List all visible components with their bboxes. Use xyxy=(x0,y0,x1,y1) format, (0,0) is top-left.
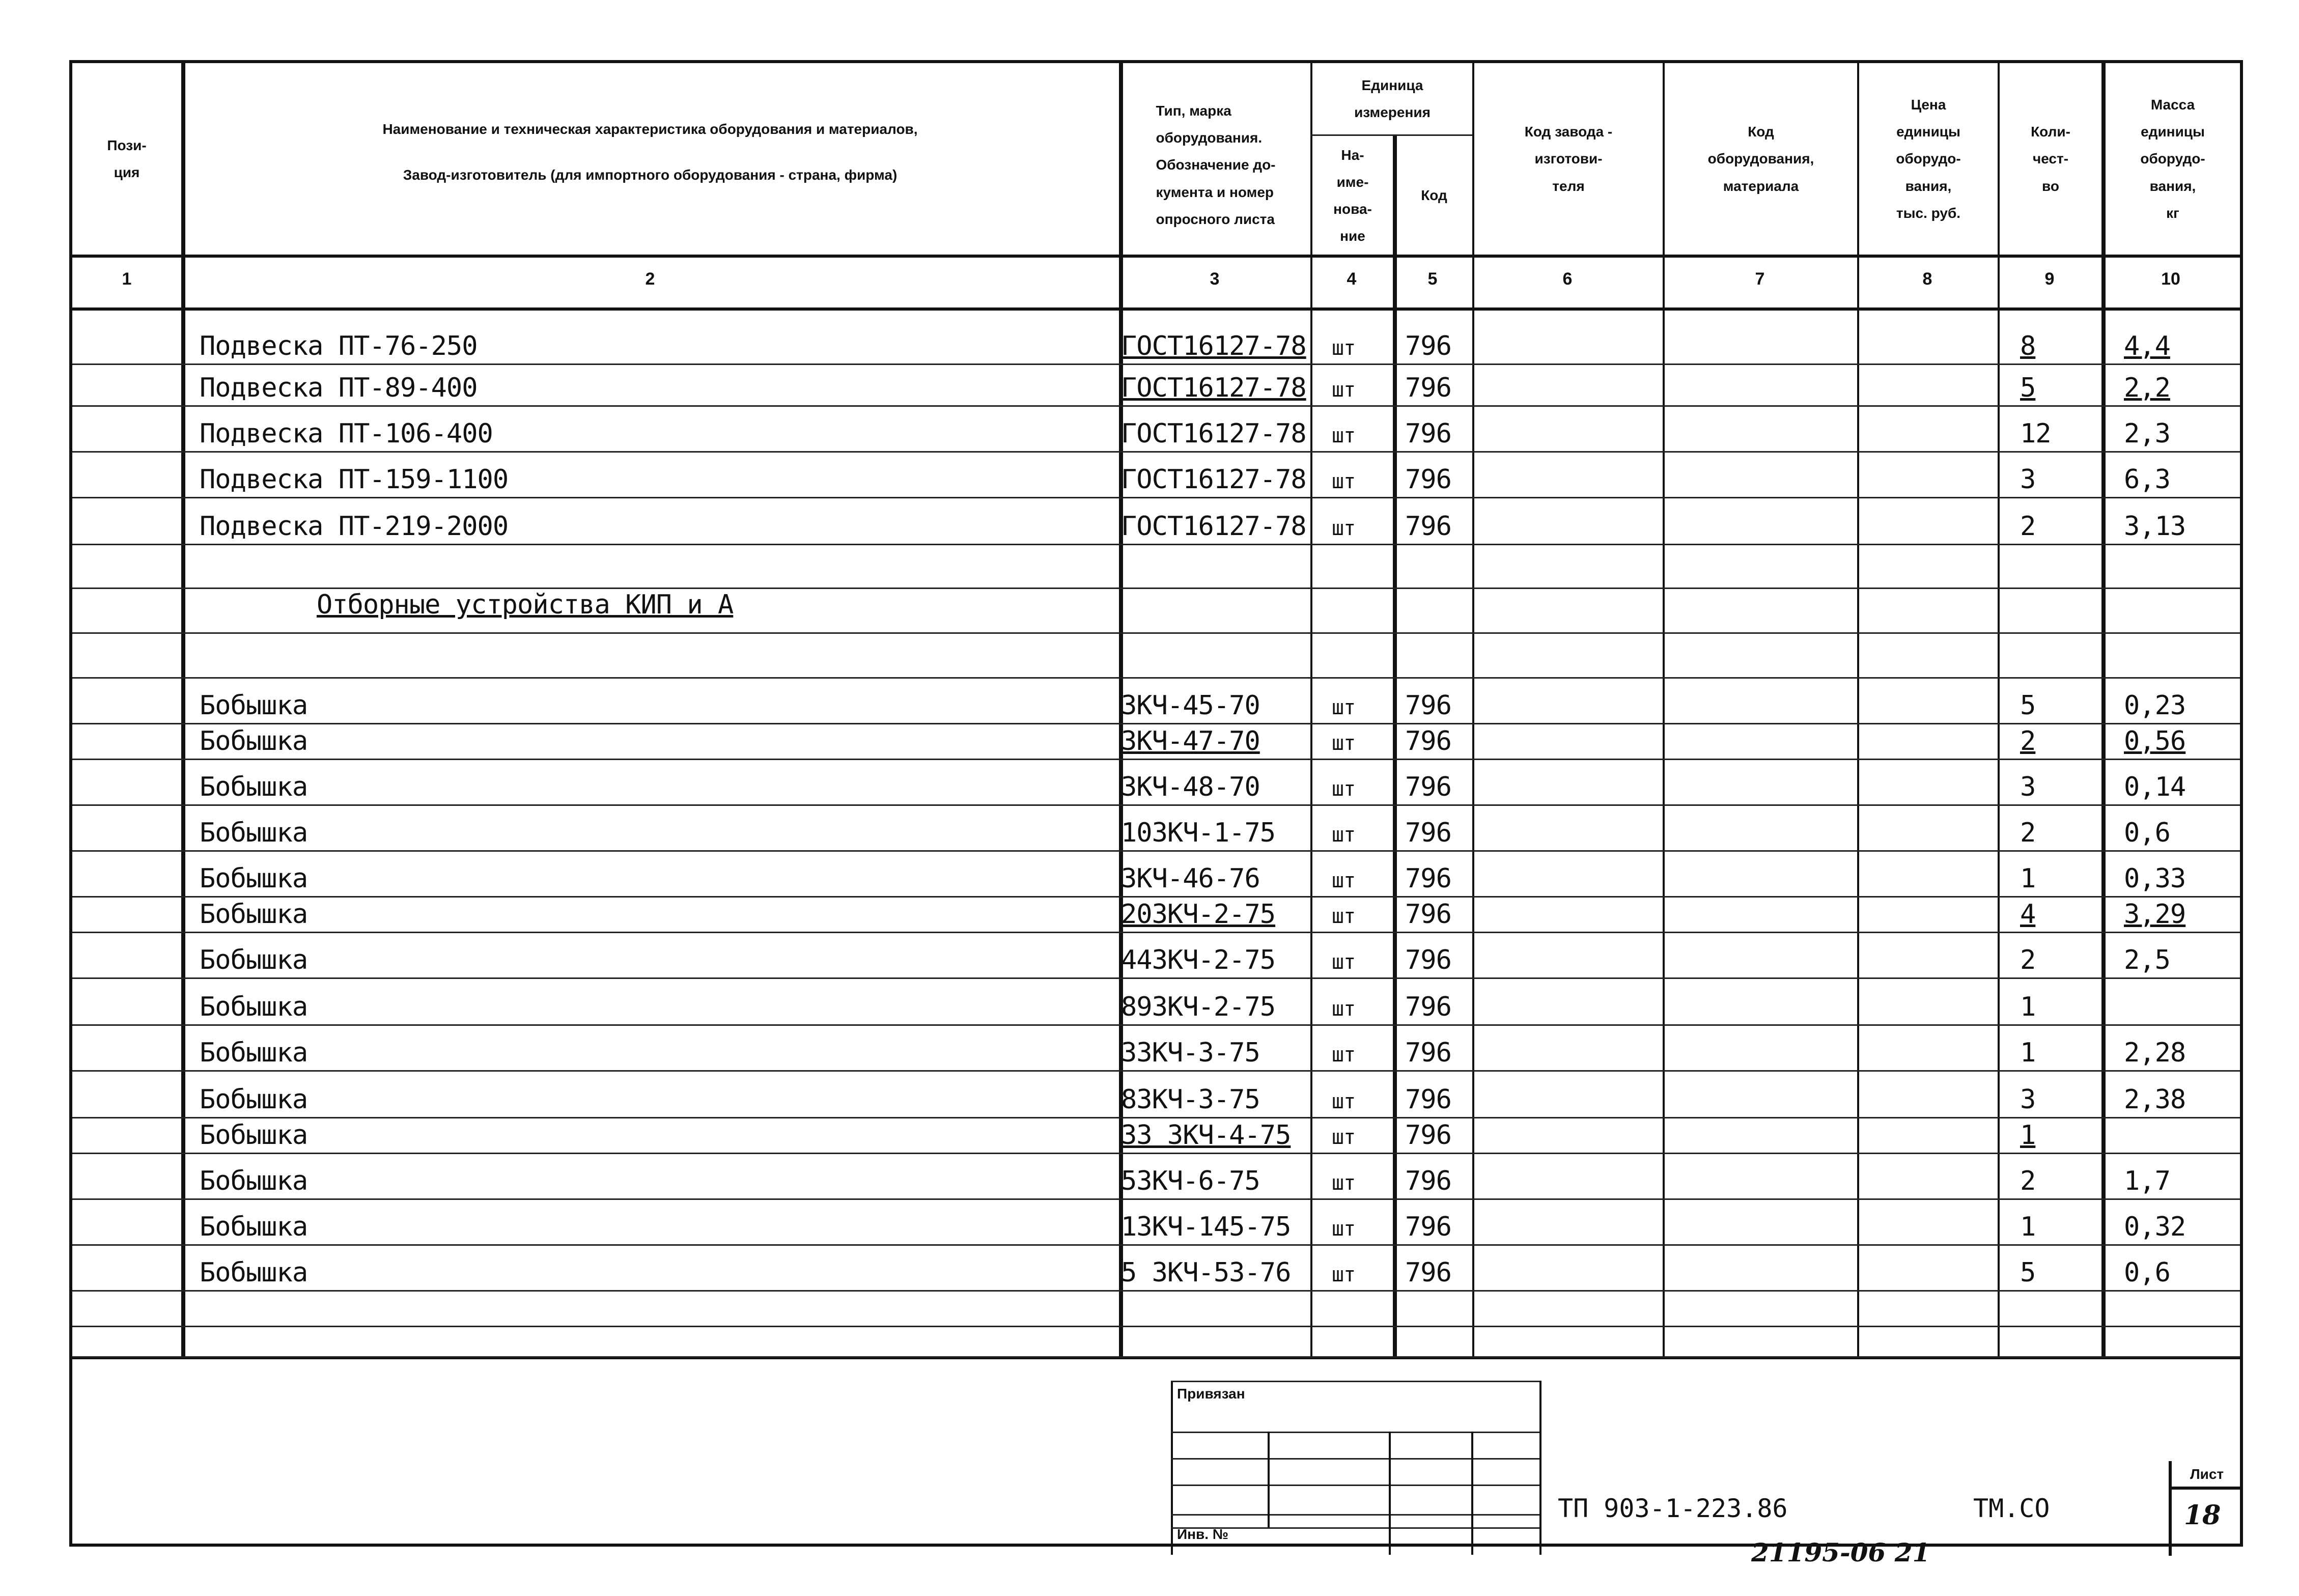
row-type: ГОСТ16127-78 xyxy=(1121,331,1306,361)
approval-divider xyxy=(1268,1432,1270,1527)
row-type: 3КЧ-45-70 xyxy=(1121,690,1260,721)
row-mass: 2,2 xyxy=(2124,373,2170,403)
row-qty: 1 xyxy=(2020,1212,2036,1242)
header-name-line2: Завод-изготовитель (для импортного оборудования - страна, фирма) xyxy=(403,167,898,183)
row-name: Подвеска ПТ-89-400 xyxy=(200,373,478,403)
approval-divider xyxy=(1389,1432,1391,1555)
row-line xyxy=(72,723,2240,724)
column-number: 8 xyxy=(1922,269,1932,289)
row-type: 443КЧ-2-75 xyxy=(1121,945,1276,975)
row-code: 796 xyxy=(1405,945,1451,975)
row-unit: шт xyxy=(1332,696,1356,719)
row-name: Бобышка xyxy=(200,899,308,930)
approval-divider xyxy=(1471,1432,1473,1555)
row-name: Бобышка xyxy=(200,945,308,975)
approval-divider xyxy=(1539,1381,1541,1555)
row-qty: 1 xyxy=(2020,992,2036,1022)
row-name: Бобышка xyxy=(200,992,308,1022)
row-line xyxy=(72,677,2240,679)
row-name: Подвеска ПТ-76-250 xyxy=(200,331,478,361)
row-qty: 2 xyxy=(2020,945,2036,975)
row-qty: 8 xyxy=(2020,331,2036,361)
unit-group-divider xyxy=(1310,134,1472,136)
row-qty: 3 xyxy=(2020,1084,2036,1115)
row-type: 893КЧ-2-75 xyxy=(1121,992,1276,1022)
row-code: 796 xyxy=(1405,464,1451,495)
row-qty: 5 xyxy=(2020,690,2036,721)
header-unit-name: На- име- нова- ние xyxy=(1333,147,1372,244)
row-unit: шт xyxy=(1332,777,1356,801)
row-name: Бобышка xyxy=(200,1084,308,1115)
row-code: 796 xyxy=(1405,818,1451,848)
row-code: 796 xyxy=(1405,1120,1451,1151)
row-code: 796 xyxy=(1405,331,1451,361)
row-name: Бобышка xyxy=(200,1038,308,1068)
row-qty: 4 xyxy=(2020,899,2036,930)
column-number: 4 xyxy=(1347,269,1357,289)
header-price: Цена единицы оборудо- вания, тыс. руб. xyxy=(1896,97,1961,221)
row-mass: 1,7 xyxy=(2124,1166,2170,1196)
row-type: 13КЧ-145-75 xyxy=(1121,1212,1291,1242)
row-unit: шт xyxy=(1332,1263,1356,1286)
row-line xyxy=(72,363,2240,365)
row-mass: 2,5 xyxy=(2124,945,2170,975)
row-line xyxy=(72,497,2240,498)
sheet-code: ТМ.СО xyxy=(1973,1494,2050,1523)
row-unit: шт xyxy=(1332,337,1356,360)
row-name: Бобышка xyxy=(200,818,308,848)
approval-line xyxy=(1171,1432,1539,1433)
row-qty: 2 xyxy=(2020,726,2036,757)
row-name: Подвеска ПТ-219-2000 xyxy=(200,511,509,542)
row-unit: шт xyxy=(1332,1126,1356,1149)
section-title: Отборные устройства КИП и А xyxy=(317,590,734,620)
row-code: 796 xyxy=(1405,863,1451,894)
row-type: 33 3КЧ-4-75 xyxy=(1121,1120,1291,1151)
header-unit-code: Код xyxy=(1421,187,1447,204)
approval-line xyxy=(1171,1514,1539,1516)
row-mass: 4,4 xyxy=(2124,331,2170,361)
row-code: 796 xyxy=(1405,418,1451,449)
row-mass: 0,6 xyxy=(2124,818,2170,848)
row-line xyxy=(72,544,2240,545)
column-number: 6 xyxy=(1562,269,1573,289)
row-line xyxy=(72,1070,2240,1072)
row-type: 5 3КЧ-53-76 xyxy=(1121,1257,1291,1288)
row-name: Бобышка xyxy=(200,863,308,894)
row-qty: 1 xyxy=(2020,863,2036,894)
row-unit: шт xyxy=(1332,470,1356,493)
row-line xyxy=(72,1290,2240,1292)
row-qty: 3 xyxy=(2020,772,2036,802)
row-mass: 0,33 xyxy=(2124,863,2186,894)
row-line xyxy=(72,405,2240,407)
row-line xyxy=(72,1244,2240,1246)
row-mass: 0,6 xyxy=(2124,1257,2170,1288)
row-unit: шт xyxy=(1332,1217,1356,1241)
row-line xyxy=(72,1356,2240,1358)
row-type: ГОСТ16127-78 xyxy=(1121,464,1306,495)
header-name-line1: Наименование и техническая характеристика оборудования и материалов, xyxy=(382,121,918,137)
row-line xyxy=(72,850,2240,852)
row-qty: 2 xyxy=(2020,818,2036,848)
header-unit-group: Единица измерения xyxy=(1354,77,1431,120)
column-number: 1 xyxy=(122,269,132,289)
row-unit: шт xyxy=(1332,905,1356,928)
row-qty: 12 xyxy=(2020,418,2051,449)
row-type: 203КЧ-2-75 xyxy=(1121,899,1276,930)
row-mass: 3,29 xyxy=(2124,899,2186,930)
row-type: 3КЧ-47-70 xyxy=(1121,726,1260,757)
row-type: 3КЧ-48-70 xyxy=(1121,772,1260,802)
row-line xyxy=(72,759,2240,760)
row-unit: шт xyxy=(1332,1090,1356,1113)
row-code: 796 xyxy=(1405,1084,1451,1115)
row-unit: шт xyxy=(1332,1171,1356,1195)
document-code: ТП 903-1-223.86 xyxy=(1558,1494,1788,1523)
inventory-number-label: Инв. № xyxy=(1177,1526,1229,1542)
row-name: Бобышка xyxy=(200,1212,308,1242)
row-type: 103КЧ-1-75 xyxy=(1121,818,1276,848)
row-name: Бобышка xyxy=(200,1120,308,1151)
row-mass: 2,28 xyxy=(2124,1038,2186,1068)
row-mass: 6,3 xyxy=(2124,464,2170,495)
row-unit: шт xyxy=(1332,517,1356,540)
row-line xyxy=(72,632,2240,634)
row-code: 796 xyxy=(1405,1166,1451,1196)
row-unit: шт xyxy=(1332,424,1356,447)
drawing-sheet xyxy=(69,60,2243,1547)
approval-line xyxy=(1171,1458,1539,1460)
row-mass: 0,56 xyxy=(2124,726,2186,757)
row-mass: 2,3 xyxy=(2124,418,2170,449)
row-code: 796 xyxy=(1405,1212,1451,1242)
row-mass: 2,38 xyxy=(2124,1084,2186,1115)
header-quantity: Коли- чест- во xyxy=(2031,124,2070,194)
row-code: 796 xyxy=(1405,373,1451,403)
row-line xyxy=(72,896,2240,898)
header-type: Тип, марка оборудования. Обозначение до- кумента и номер опросного листа xyxy=(1156,103,1276,227)
row-type: 3КЧ-46-76 xyxy=(1121,863,1260,894)
row-line xyxy=(72,1024,2240,1026)
header-maker-code: Код завода - изготови- теля xyxy=(1524,124,1613,194)
column-number: 3 xyxy=(1210,269,1220,289)
sheet-label-line xyxy=(2169,1487,2240,1490)
attached-label: Привязан xyxy=(1177,1386,1245,1402)
row-name: Бобышка xyxy=(200,772,308,802)
row-line xyxy=(72,1198,2240,1200)
row-unit: шт xyxy=(1332,997,1356,1021)
row-name: Бобышка xyxy=(200,726,308,757)
row-unit: шт xyxy=(1332,732,1356,755)
row-line xyxy=(72,1117,2240,1118)
row-unit: шт xyxy=(1332,823,1356,847)
row-name: Бобышка xyxy=(200,1166,308,1196)
row-qty: 5 xyxy=(2020,373,2036,403)
row-mass: 0,32 xyxy=(2124,1212,2186,1242)
approval-line xyxy=(1171,1485,1539,1486)
column-number: 7 xyxy=(1755,269,1765,289)
row-name: Бобышка xyxy=(200,690,308,721)
row-qty: 1 xyxy=(2020,1038,2036,1068)
column-number: 9 xyxy=(2044,269,2055,289)
approval-line xyxy=(1171,1381,1539,1382)
row-unit: шт xyxy=(1332,378,1356,402)
row-type: 83КЧ-3-75 xyxy=(1121,1084,1260,1115)
row-qty: 2 xyxy=(2020,511,2036,542)
row-line xyxy=(72,977,2240,979)
row-unit: шт xyxy=(1332,869,1356,892)
row-unit: шт xyxy=(1332,1043,1356,1067)
row-line xyxy=(72,1153,2240,1154)
header-mass: Масса единицы оборудо- вания, кг xyxy=(2140,97,2205,221)
row-line xyxy=(72,587,2240,589)
row-name: Бобышка xyxy=(200,1257,308,1288)
header-position: Пози-ция xyxy=(107,137,147,180)
row-line xyxy=(72,451,2240,453)
column-number-line xyxy=(72,307,2240,311)
row-code: 796 xyxy=(1405,992,1451,1022)
row-code: 796 xyxy=(1405,899,1451,930)
column-number: 2 xyxy=(645,269,655,289)
row-type: 53КЧ-6-75 xyxy=(1121,1166,1260,1196)
row-code: 796 xyxy=(1405,1038,1451,1068)
sheet-label: Лист xyxy=(2190,1466,2224,1482)
col-divider xyxy=(1393,134,1397,1356)
row-code: 796 xyxy=(1405,772,1451,802)
row-qty: 2 xyxy=(2020,1166,2036,1196)
row-name: Подвеска ПТ-106-400 xyxy=(200,418,493,449)
row-qty: 3 xyxy=(2020,464,2036,495)
column-number: 10 xyxy=(2161,269,2180,289)
row-qty: 1 xyxy=(2020,1120,2036,1151)
row-type: ГОСТ16127-78 xyxy=(1121,511,1306,542)
row-code: 796 xyxy=(1405,511,1451,542)
header-bottom-line xyxy=(72,255,2240,258)
row-mass: 0,14 xyxy=(2124,772,2186,802)
row-code: 796 xyxy=(1405,690,1451,721)
row-type: ГОСТ16127-78 xyxy=(1121,418,1306,449)
row-code: 796 xyxy=(1405,726,1451,757)
row-unit: шт xyxy=(1332,950,1356,974)
row-name: Подвеска ПТ-159-1100 xyxy=(200,464,509,495)
column-number: 5 xyxy=(1427,269,1438,289)
row-line xyxy=(72,1326,2240,1327)
sheet-number: 18 xyxy=(2184,1500,2221,1531)
row-line xyxy=(72,804,2240,806)
row-mass: 3,13 xyxy=(2124,511,2186,542)
row-type: ГОСТ16127-78 xyxy=(1121,373,1306,403)
row-code: 796 xyxy=(1405,1257,1451,1288)
handwritten-archive-number: 21195-06 21 xyxy=(1751,1537,1930,1567)
row-line xyxy=(72,932,2240,933)
row-mass: 0,23 xyxy=(2124,690,2186,721)
header-equipment-code: Код оборудования, материала xyxy=(1707,124,1814,194)
row-qty: 5 xyxy=(2020,1257,2036,1288)
row-type: 33КЧ-3-75 xyxy=(1121,1038,1260,1068)
